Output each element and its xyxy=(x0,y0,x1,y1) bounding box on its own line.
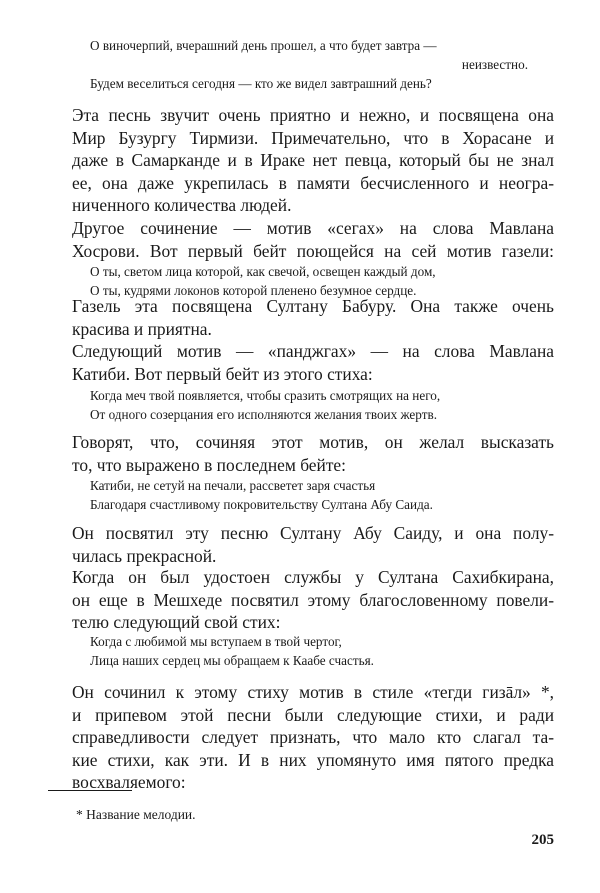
paragraph-4 xyxy=(72,340,554,385)
verse-line: Лица наших сердец мы обращаем к Каабе счастья. xyxy=(90,653,374,668)
footnote: * Название мелодии. xyxy=(76,807,196,822)
text-line: и припевом этой песни были следующие стихи, и ради xyxy=(72,704,554,725)
text-line: даже в Самарканде и в Ираке нет певца, который бы не знал xyxy=(72,150,554,170)
text-line: чилась прекрасной. xyxy=(72,545,217,566)
paragraph-3 xyxy=(72,295,554,340)
text-line: Следующий мотив — «панджгах» — на слова Мавлана xyxy=(72,341,554,361)
verse-5 xyxy=(90,632,530,670)
text-line: Хосрови. Вот первый бейт поющейся на сей мотив газели: xyxy=(72,240,554,261)
text-line: Эта песнь звучит очень приятно и нежно, и посвящена она xyxy=(72,105,554,125)
text-line: Другое сочинение — мотив «сегах» на слова Мавлана xyxy=(72,218,554,238)
text-line: Когда он был удостоен службы у Султана Сахибкирана, xyxy=(72,567,554,587)
verse-line: Будем веселиться сегодня — кто же видел завтрашний день? xyxy=(90,76,432,91)
verse-line: Катиби, не сетуй на печали, рассветет заря счастья xyxy=(90,478,376,493)
paragraph-5 xyxy=(72,431,554,476)
text-line: кие стихи, как эти. И в них упомянуто имя пятого предка xyxy=(72,749,554,770)
text-line: восхваляемого: xyxy=(72,772,186,792)
text-line: Газель эта посвящена Султану Бабуру. Она также очень xyxy=(72,296,554,316)
page-number: 205 xyxy=(531,832,554,848)
text-line: Он сочинил к этому стиху мотив в стиле «тегди гизāл» *, xyxy=(72,682,554,702)
paragraph-2 xyxy=(72,217,554,262)
verse-line: От одного созерцания его исполняются желания твоих жертв. xyxy=(90,407,437,422)
verse-line: О виночерпий, вчерашний день прошел, а что будет завтра — xyxy=(90,38,437,53)
verse-line: Когда меч твой появляется, чтобы сразить смотрящих на него, xyxy=(90,388,441,403)
verse-3 xyxy=(90,386,530,424)
text-line: телю следующий свой стих: xyxy=(72,612,281,632)
text-line: то, что выражено в последнем бейте: xyxy=(72,454,346,475)
verse-4 xyxy=(90,476,530,514)
verse-line: Благодаря счастливому покровительству Султана Абу Саида. xyxy=(90,497,433,512)
paragraph-6 xyxy=(72,522,554,567)
text-line: Он посвятил эту песню Султану Абу Саиду, и она полу- xyxy=(72,523,554,543)
footnote-divider xyxy=(48,790,132,791)
verse-1 xyxy=(90,36,530,93)
text-line: Говорят, что, сочиняя этот мотив, он желал высказать xyxy=(72,432,554,452)
text-line: красива и приятна. xyxy=(72,318,212,339)
paragraph-7 xyxy=(72,566,554,634)
text-line: он еще в Мешхеде посвятил этому благословенному повели- xyxy=(72,589,554,610)
paragraph-8 xyxy=(72,681,554,794)
text-line: ее, она даже укрепилась в памяти бесчисленного и неогра- xyxy=(72,172,554,193)
verse-line: неизвестно. xyxy=(461,57,528,72)
verse-line: Когда с любимой мы вступаем в твой чертог, xyxy=(90,634,342,649)
paragraph-1 xyxy=(72,104,554,217)
verse-line: О ты, кудрями локонов которой пленено безумное сердце. xyxy=(90,283,417,298)
text-line: ниченного количества людей. xyxy=(72,195,292,215)
verse-line: О ты, светом лица которой, как свечой, освещен каждый дом, xyxy=(90,264,436,279)
text-line: Мир Бузургу Тирмизи. Примечательно, что в Хорасане и xyxy=(72,127,554,148)
text-line: справедливости следует признать, что мало кто слагал та- xyxy=(72,727,554,747)
text-line: Катиби. Вот первый бейт из этого стиха: xyxy=(72,363,373,384)
